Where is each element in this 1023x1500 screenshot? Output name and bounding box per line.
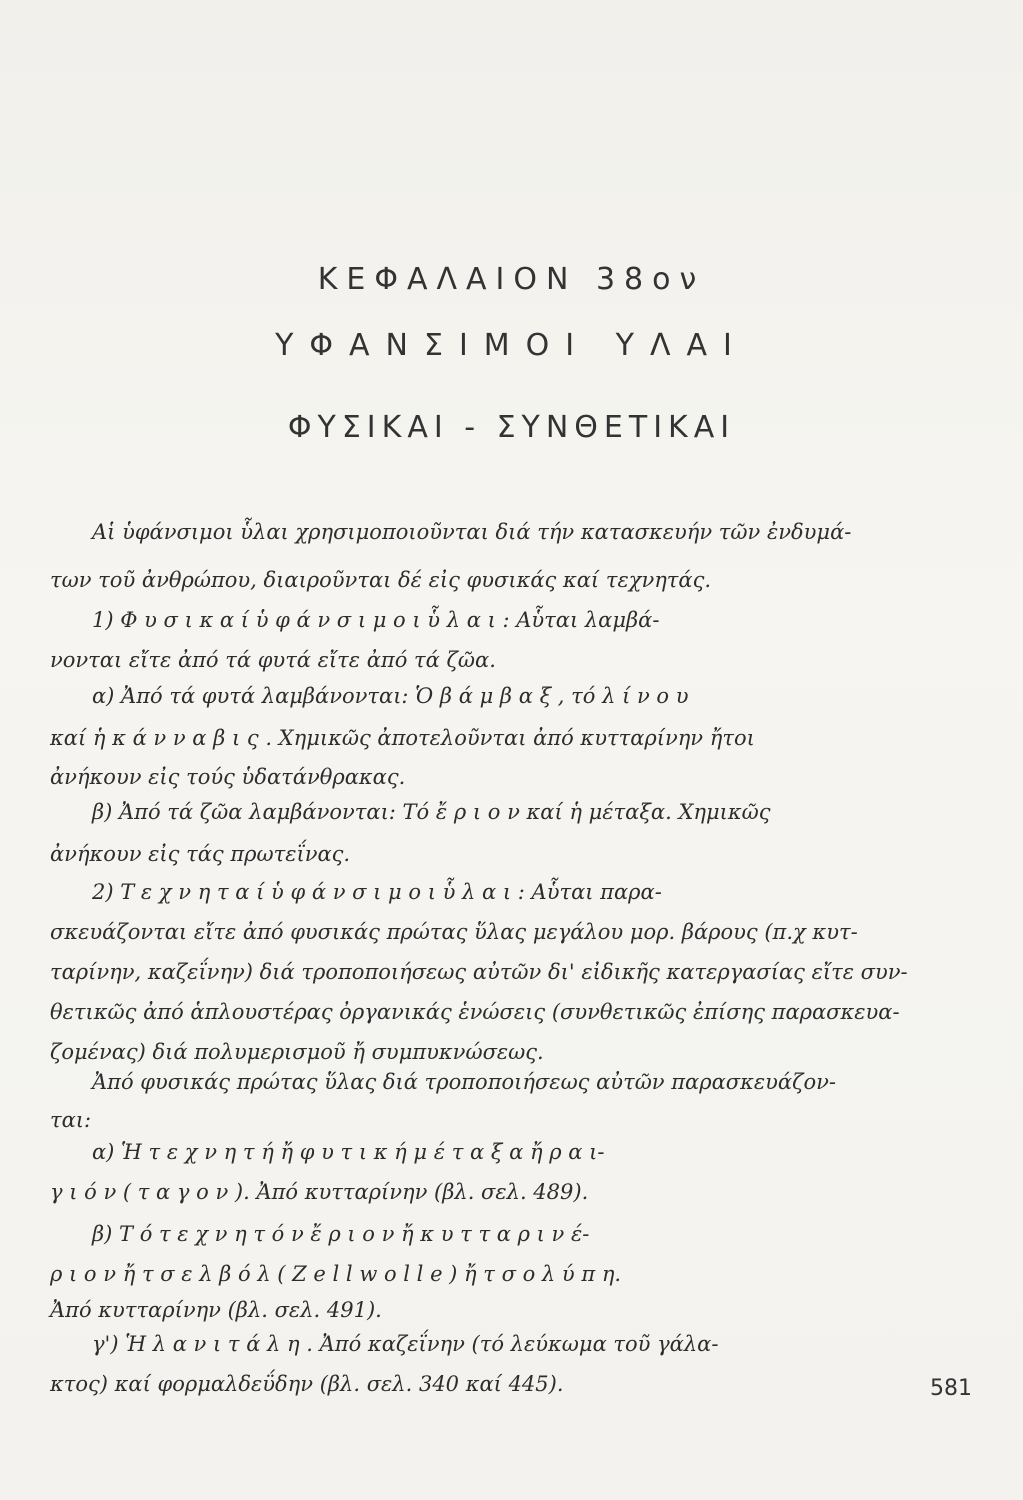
body-line: α) Ἡ τ ε χ ν η τ ή ἤ φ υ τ ι κ ή μ έ τ α ξ α ἤ ρ α ι- — [92, 1140, 605, 1164]
body-line: 2) Τ ε χ ν η τ α ί ὑ φ ά ν σ ι μ ο ι ὗ λ α ι : Αὗται παρα- — [92, 880, 662, 904]
body-line: καί ἡ κ ά ν ν α β ι ς . Χημικῶς ἀποτελοῦνται ἀπό κυτταρίνην ἤτοι — [50, 726, 755, 750]
body-line: νονται εἴτε ἀπό τά φυτά εἴτε ἀπό τά ζῶα. — [50, 648, 496, 672]
chapter-subtitle: ΦΥΣΙΚΑΙ - ΣΥΝΘΕΤΙΚΑΙ — [287, 410, 736, 445]
body-line: των τοῦ ἀνθρώπου, διαιροῦνται δέ εἰς φυσικάς καί τεχνητάς. — [50, 568, 712, 592]
body-line: β) Τ ό τ ε χ ν η τ ό ν ἔ ρ ι ο ν ἤ κ υ τ τ α ρ ι ν έ- — [92, 1222, 590, 1246]
body-line: Αἱ ὑφάνσιμοι ὗλαι χρησιμοποιοῦνται διά τήν κατασκευήν τῶν ἐνδυμά- — [92, 520, 852, 544]
body-line: σκευάζονται εἴτε ἀπό φυσικάς πρώτας ὕλας μεγάλου μορ. βάρους (π.χ κυτ- — [50, 920, 858, 944]
chapter-heading: ΚΕΦΑΛΑΙΟΝ 38ον — [317, 262, 706, 297]
body-line: θετικῶς ἀπό ἁπλουστέρας ὀργανικάς ἑνώσεις (συνθετικῶς ἐπίσης παρασκευα- — [50, 1000, 900, 1024]
body-line: α) Ἀπό τά φυτά λαμβάνονται: Ὁ β ά μ β α ξ , τό λ ί ν ο υ — [92, 684, 689, 708]
page-number: 581 — [930, 1376, 972, 1401]
body-line: Ἀπό φυσικάς πρώτας ὕλας διά τροποποιήσεως αὐτῶν παρασκευάζον- — [92, 1070, 836, 1094]
body-line: ζομένας) διά πολυμερισμοῦ ἤ συμπυκνώσεως. — [50, 1040, 544, 1064]
chapter-title: ΥΦΑΝΣΙΜΟΙ ΥΛΑΙ — [275, 328, 748, 363]
body-line: γ') Ἡ λ α ν ι τ ά λ η . Ἀπό καζεΐνην (τό λεύκωμα τοῦ γάλα- — [92, 1332, 719, 1356]
body-line: κτος) καί φορμαλδεΰδην (βλ. σελ. 340 καί 445). — [50, 1372, 564, 1396]
body-line: ται: — [50, 1108, 92, 1132]
body-line: 1) Φ υ σ ι κ α ί ὑ φ ά ν σ ι μ ο ι ὗ λ α ι : Αὗται λαμβά- — [92, 608, 660, 632]
body-line: ἀνήκουν εἰς τάς πρωτεΐνας. — [50, 842, 351, 866]
body-line: Ἀπό κυτταρίνην (βλ. σελ. 491). — [50, 1298, 382, 1322]
body-line: ἀνήκουν εἰς τούς ὑδατάνθρακας. — [50, 765, 406, 789]
body-line: γ ι ό ν ( τ α γ ο ν ). Ἀπό κυτταρίνην (βλ. σελ. 489). — [50, 1180, 589, 1204]
body-line: β) Ἀπό τά ζῶα λαμβάνονται: Τό ἔ ρ ι ο ν καί ἡ μέταξα. Χημικῶς — [92, 800, 771, 824]
body-line: ταρίνην, καζεΐνην) διά τροποποιήσεως αὐτῶν δι' εἰδικῆς κατεργασίας εἴτε συν- — [50, 960, 908, 984]
body-line: ρ ι ο ν ἤ τ σ ε λ β ό λ ( Z e l l w o l l e ) ἤ τ σ ο λ ύ π η. — [50, 1262, 622, 1286]
